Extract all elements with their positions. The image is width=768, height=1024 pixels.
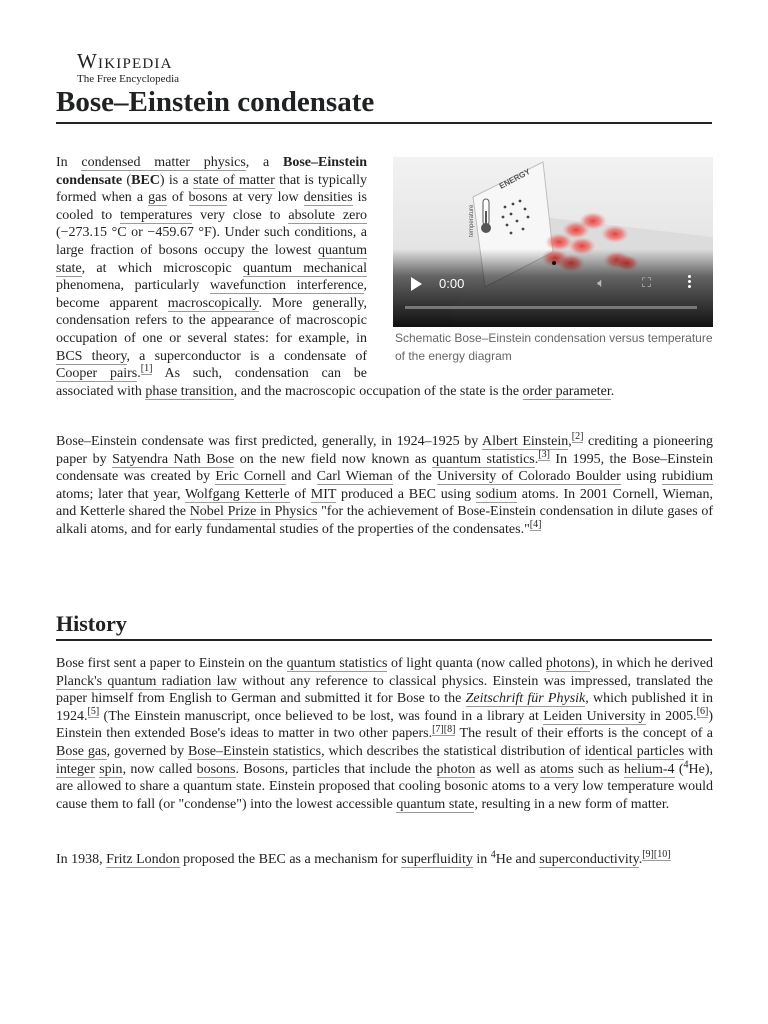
fullscreen-icon[interactable]: ⛶ xyxy=(641,276,651,291)
link[interactable]: University of Colorado Boulder xyxy=(437,469,621,485)
history-paragraph-2: In 1938, Fritz London proposed the BEC as a mechanism for superfluidity in $^4$He and superconductivity.[9][10] xyxy=(56,849,671,867)
citation-link[interactable]: [7] xyxy=(432,723,444,735)
play-icon[interactable] xyxy=(411,277,422,291)
link[interactable]: phase transition xyxy=(145,383,234,399)
page-title: Bose–Einstein condensate xyxy=(56,84,712,124)
link[interactable]: bosons xyxy=(196,761,236,777)
link[interactable]: quantum state xyxy=(56,242,367,276)
link[interactable]: Albert Einstein xyxy=(482,434,569,449)
energy-label: ENERGY xyxy=(497,166,532,191)
link[interactable]: gas xyxy=(148,190,167,206)
link[interactable]: Carl Wieman xyxy=(316,469,393,485)
citation-link[interactable]: [3] xyxy=(538,448,550,460)
link[interactable]: Bose–Einstein statistics xyxy=(188,743,322,759)
section-heading-history: History xyxy=(56,610,712,641)
link[interactable]: helium-4 xyxy=(623,761,675,777)
link[interactable]: Satyendra Nath Bose xyxy=(112,451,235,467)
citation-link[interactable]: [10] xyxy=(653,849,671,861)
link[interactable]: state of matter xyxy=(193,172,275,188)
link[interactable]: quantum statistics xyxy=(432,451,535,467)
link[interactable]: photons xyxy=(545,656,591,671)
citation-link[interactable]: [2] xyxy=(571,431,584,443)
link[interactable]: Eric Cornell xyxy=(215,469,286,485)
link[interactable]: identical particles xyxy=(584,743,685,759)
logo-wordmark: Wikipedia xyxy=(77,49,173,73)
link[interactable]: MIT xyxy=(310,486,337,502)
link[interactable]: BCS theory xyxy=(56,348,127,364)
citation-link[interactable]: [9] xyxy=(642,849,654,861)
link[interactable]: temperatures xyxy=(119,207,193,223)
link[interactable]: macroscopically xyxy=(167,295,259,311)
wikipedia-logo[interactable] xyxy=(77,50,179,85)
history-paragraph-1: Bose first sent a paper to Einstein on the quantum statistics of light quanta (now called photons), in which he derived Planck's quantum radiation law without any reference to classical physics. Einstein was impressed, translated the paper himself from English to German and submitted it for Bose to the Zeitschrift für Physik, which published it in 1924.[5] (The Einstein manuscript, once believed to be lost, was found in a library at Leiden University in 2005.[6]) Einstein then extended Bose's ideas to matter in two other papers.[7][8] The result of their efforts is the concept of a Bose gas, governed by Bose–Einstein statistics, which describes the statistical distribution of identical particles with integer spin, now called bosons. Bosons, particles that include the photon as well as atoms such as helium-4 ($^4$He), are allowed to share a quantum state. Einstein proposed that cooling bosonic atoms to a very low temperature would cause them to fall (or "condense") into the lowest accessible quantum state, resulting in a new form of matter. xyxy=(56,656,714,812)
link[interactable]: quantum mechanical xyxy=(242,260,367,276)
link[interactable]: bosons xyxy=(188,190,228,206)
citation-link[interactable]: [4] xyxy=(529,519,542,531)
figure-caption: Schematic Bose–Einstein condensation versus temperature of the energy diagram xyxy=(395,331,713,363)
mass-number: 4 xyxy=(683,758,689,770)
link[interactable]: Zeitschrift für Physik xyxy=(465,691,586,707)
link[interactable]: Cooper pairs xyxy=(56,366,138,382)
video-figure xyxy=(393,157,713,365)
link[interactable]: spin xyxy=(99,761,123,777)
link[interactable]: quantum state xyxy=(396,796,475,812)
link[interactable]: photon xyxy=(436,761,476,777)
link[interactable]: Nobel Prize in Physics xyxy=(189,504,318,520)
citation-link[interactable]: [1] xyxy=(140,363,153,375)
link[interactable]: atoms xyxy=(540,761,574,777)
volume-icon[interactable]: 🔈︎ xyxy=(597,276,605,291)
link[interactable]: Wolfgang Ketterle xyxy=(184,486,290,502)
term-bold: Bose–Einstein condensate xyxy=(56,155,367,188)
link[interactable]: order parameter xyxy=(522,383,611,399)
video-progress-bar[interactable] xyxy=(405,306,697,309)
video-controls xyxy=(393,249,713,327)
link[interactable]: quantum statistics xyxy=(286,656,388,671)
more-options-icon[interactable] xyxy=(688,275,691,290)
logo-tagline: The Free Encyclopedia xyxy=(77,73,180,85)
link[interactable]: integer xyxy=(56,761,95,777)
link[interactable]: Planck's quantum radiation law xyxy=(56,673,237,689)
journal-title xyxy=(466,691,586,707)
link[interactable]: absolute zero xyxy=(288,207,367,223)
link[interactable]: condensed matter physics xyxy=(81,155,246,170)
link[interactable]: superconductivity xyxy=(539,852,639,867)
link[interactable]: Bose gas xyxy=(56,743,107,759)
citation-link[interactable]: [8] xyxy=(443,723,456,735)
link[interactable]: wavefunction interference xyxy=(209,278,364,294)
link[interactable]: Leiden University xyxy=(543,708,646,724)
temperature-label: temperature xyxy=(469,204,475,237)
video-time: 0:00 xyxy=(439,276,465,291)
mass-number: 4 xyxy=(490,849,496,861)
term-bold: BEC xyxy=(131,172,160,188)
link[interactable]: densities xyxy=(303,190,353,206)
link[interactable]: superfluidity xyxy=(401,852,473,867)
intro-paragraph-2: Bose–Einstein condensate was first predicted, generally, in 1924–1925 by Albert Einstein,[2] crediting a pioneering paper by Satyendra Nath Bose on the new field now known as quantum statistics.[3] In 1995, the Bose–Einstein condensate was created by Eric Cornell and Carl Wieman of the University of Colorado Boulder using rubidium atoms; later that year, Wolfgang Ketterle of MIT produced a BEC using sodium atoms. In 2001 Cornell, Wieman, and Ketterle shared the Nobel Prize in Physics "for the achievement of Bose-Einstein condensation in dilute gases of alkali atoms, and for early fundamental studies of the properties of the condensates."[4] xyxy=(56,431,714,537)
link[interactable]: Fritz London xyxy=(106,852,180,867)
citation-link[interactable]: [6] xyxy=(696,706,709,718)
intro-paragraph-1: ENERGY temperature 0:00 🔈︎ ⛶ Schematic Bose–Einstein condensation versus temperature of the energy diagram In condensed matter physics, a Bose–Einstein condensate (BEC) is a state of matter that is typically formed when a gas of bosons at very low densities is cooled to temperatures very close to absolute zero (−273.15 °C or −459.67 °F). Under such conditions, a large fraction of bosons occupy the lowest quantum state, at which microscopic quantum mechanical phenomena, particularly wavefunction interference, become apparent macroscopically. More generally, condensation refers to the appearance of macroscopic occupation of one or several states: for example, in BCS theory, a superconductor is a condensate of Cooper pairs.[1] As such, condensation can be associated with phase transition, and the macroscopic occupation of the state is the order parameter. xyxy=(56,155,713,399)
citation-link[interactable]: [5] xyxy=(87,706,100,718)
link[interactable]: rubidium xyxy=(661,469,714,485)
video-player[interactable] xyxy=(393,157,713,327)
link[interactable]: sodium xyxy=(475,486,518,502)
